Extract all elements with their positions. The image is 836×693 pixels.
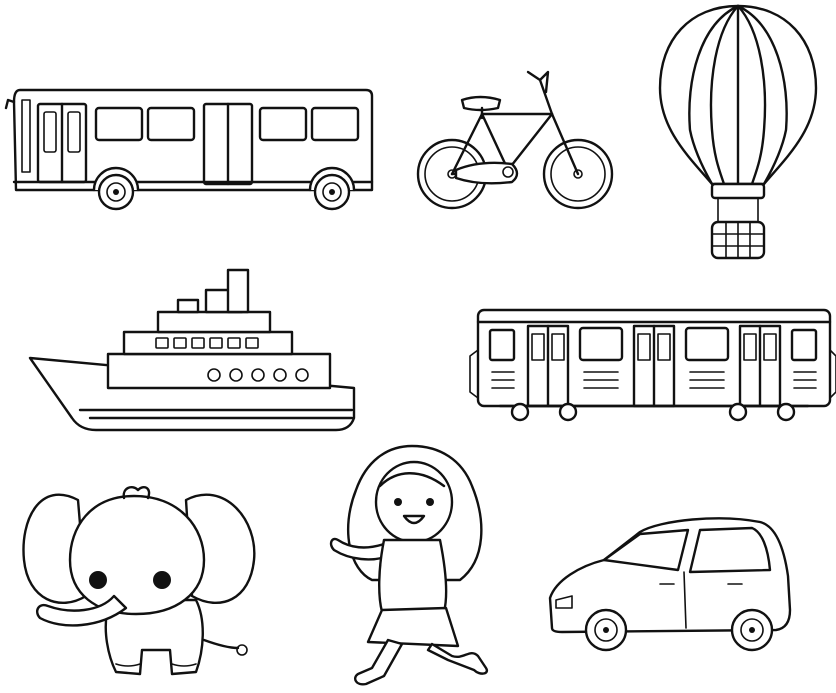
bicycle-icon: [418, 72, 612, 208]
ship-icon: [30, 270, 354, 430]
hot-air-balloon-icon: [660, 6, 816, 258]
girl-icon: [331, 446, 487, 684]
car-icon: [550, 518, 790, 650]
train-icon: [470, 310, 836, 420]
bus-icon: [6, 90, 372, 209]
elephant-icon: [23, 487, 254, 674]
